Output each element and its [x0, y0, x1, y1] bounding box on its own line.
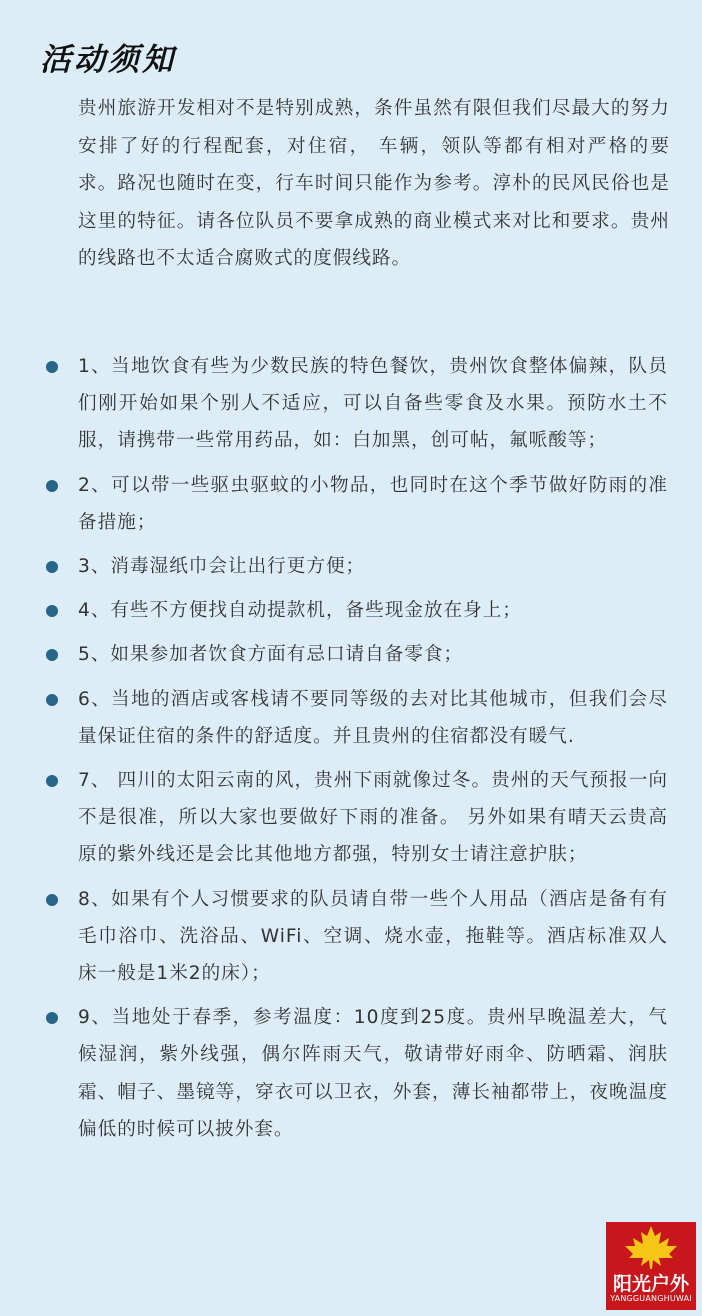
list-item	[0, 881, 668, 993]
bullet-dot-icon	[46, 649, 58, 661]
bullet-dot-icon	[46, 894, 58, 906]
list-item-text: 6、当地的酒店或客栈请不要同等级的去对比其他城市，但我们会尽量保证住宿的条件的舒适度。并且贵州的住宿都没有暖气.	[78, 688, 668, 747]
bullet-dot-icon	[46, 775, 58, 787]
intro-paragraph: 贵州旅游开发相对不是特别成熟，条件虽然有限但我们尽最大的努力安排了好的行程配套，对住宿， 车辆，领队等都有相对严格的要求。路况也随时在变，行车时间只能作为参考。淳朴的民风民俗也是这里的特征。请各位队员不要拿成熟的商业模式来对比和要求。贵州的线路也不太适合腐败式的度假线路。	[78, 98, 670, 269]
list-item	[0, 548, 668, 585]
list-item	[0, 592, 668, 629]
list-item-text: 5、如果参加者饮食方面有忌口请自备零食；	[78, 644, 464, 666]
bullet-dot-icon	[46, 1012, 58, 1024]
list-item	[0, 999, 668, 1148]
bullet-dot-icon	[46, 480, 58, 492]
bullet-dot-icon	[46, 361, 58, 373]
bullet-dot-icon	[46, 694, 58, 706]
list-item	[0, 681, 668, 755]
brand-logo	[606, 1222, 696, 1310]
list-item-text: 1、当地饮食有些为少数民族的特色餐饮，贵州饮食整体偏辣，队员们刚开始如果个别人不适应，可以自备些零食及水果。预防水土不服，请携带一些常用药品，如：白加黑，创可帖，氟哌酸等；	[78, 356, 668, 452]
list-item-text: 7、 四川的太阳云南的风，贵州下雨就像过冬。贵州的天气预报一向不是很准，所以大家也要做好下雨的准备。 另外如果有晴天云贵高原的紫外线还是会比其他地方都强，特别女士请注意护肤；	[78, 770, 668, 866]
list-item	[0, 762, 668, 874]
bullet-dot-icon	[46, 561, 58, 573]
list-item-text: 9、当地处于春季，参考温度：10度到25度。贵州早晚温差大，气候湿润，紫外线强，偶尔阵雨天气，敬请带好雨伞、防晒霜、润肤霜、帽子、墨镜等，穿衣可以卫衣，外套，薄长袖都带上，夜晚温度偏低的时候可以披外套。	[78, 1007, 668, 1140]
page-title: 活动须知	[40, 42, 176, 78]
list-item-text: 2、可以带一些驱虫驱蚊的小物品，也同时在这个季节做好防雨的准备措施；	[78, 474, 668, 533]
list-item-text: 8、如果有个人习惯要求的队员请自带一些个人用品（酒店是备有有毛巾浴巾、洗浴品、WiFi、空调、烧水壶，拖鞋等。酒店标准双人床一般是1米2的床）；	[78, 888, 668, 985]
logo-name: 阳光户外	[612, 1273, 689, 1295]
list-item-text: 3、消毒湿纸巾会让出行更方便；	[78, 556, 366, 578]
list-item	[0, 348, 668, 460]
list-item-text: 4、有些不方便找自动提款机，备些现金放在身上；	[78, 600, 522, 622]
maple-leaf-icon	[623, 1224, 679, 1270]
list-item	[0, 636, 668, 673]
bullet-dot-icon	[46, 605, 58, 617]
logo-pinyin: YANGGUANGHUWAI	[610, 1294, 692, 1303]
list-item	[0, 467, 668, 541]
notice-list	[0, 348, 702, 1155]
